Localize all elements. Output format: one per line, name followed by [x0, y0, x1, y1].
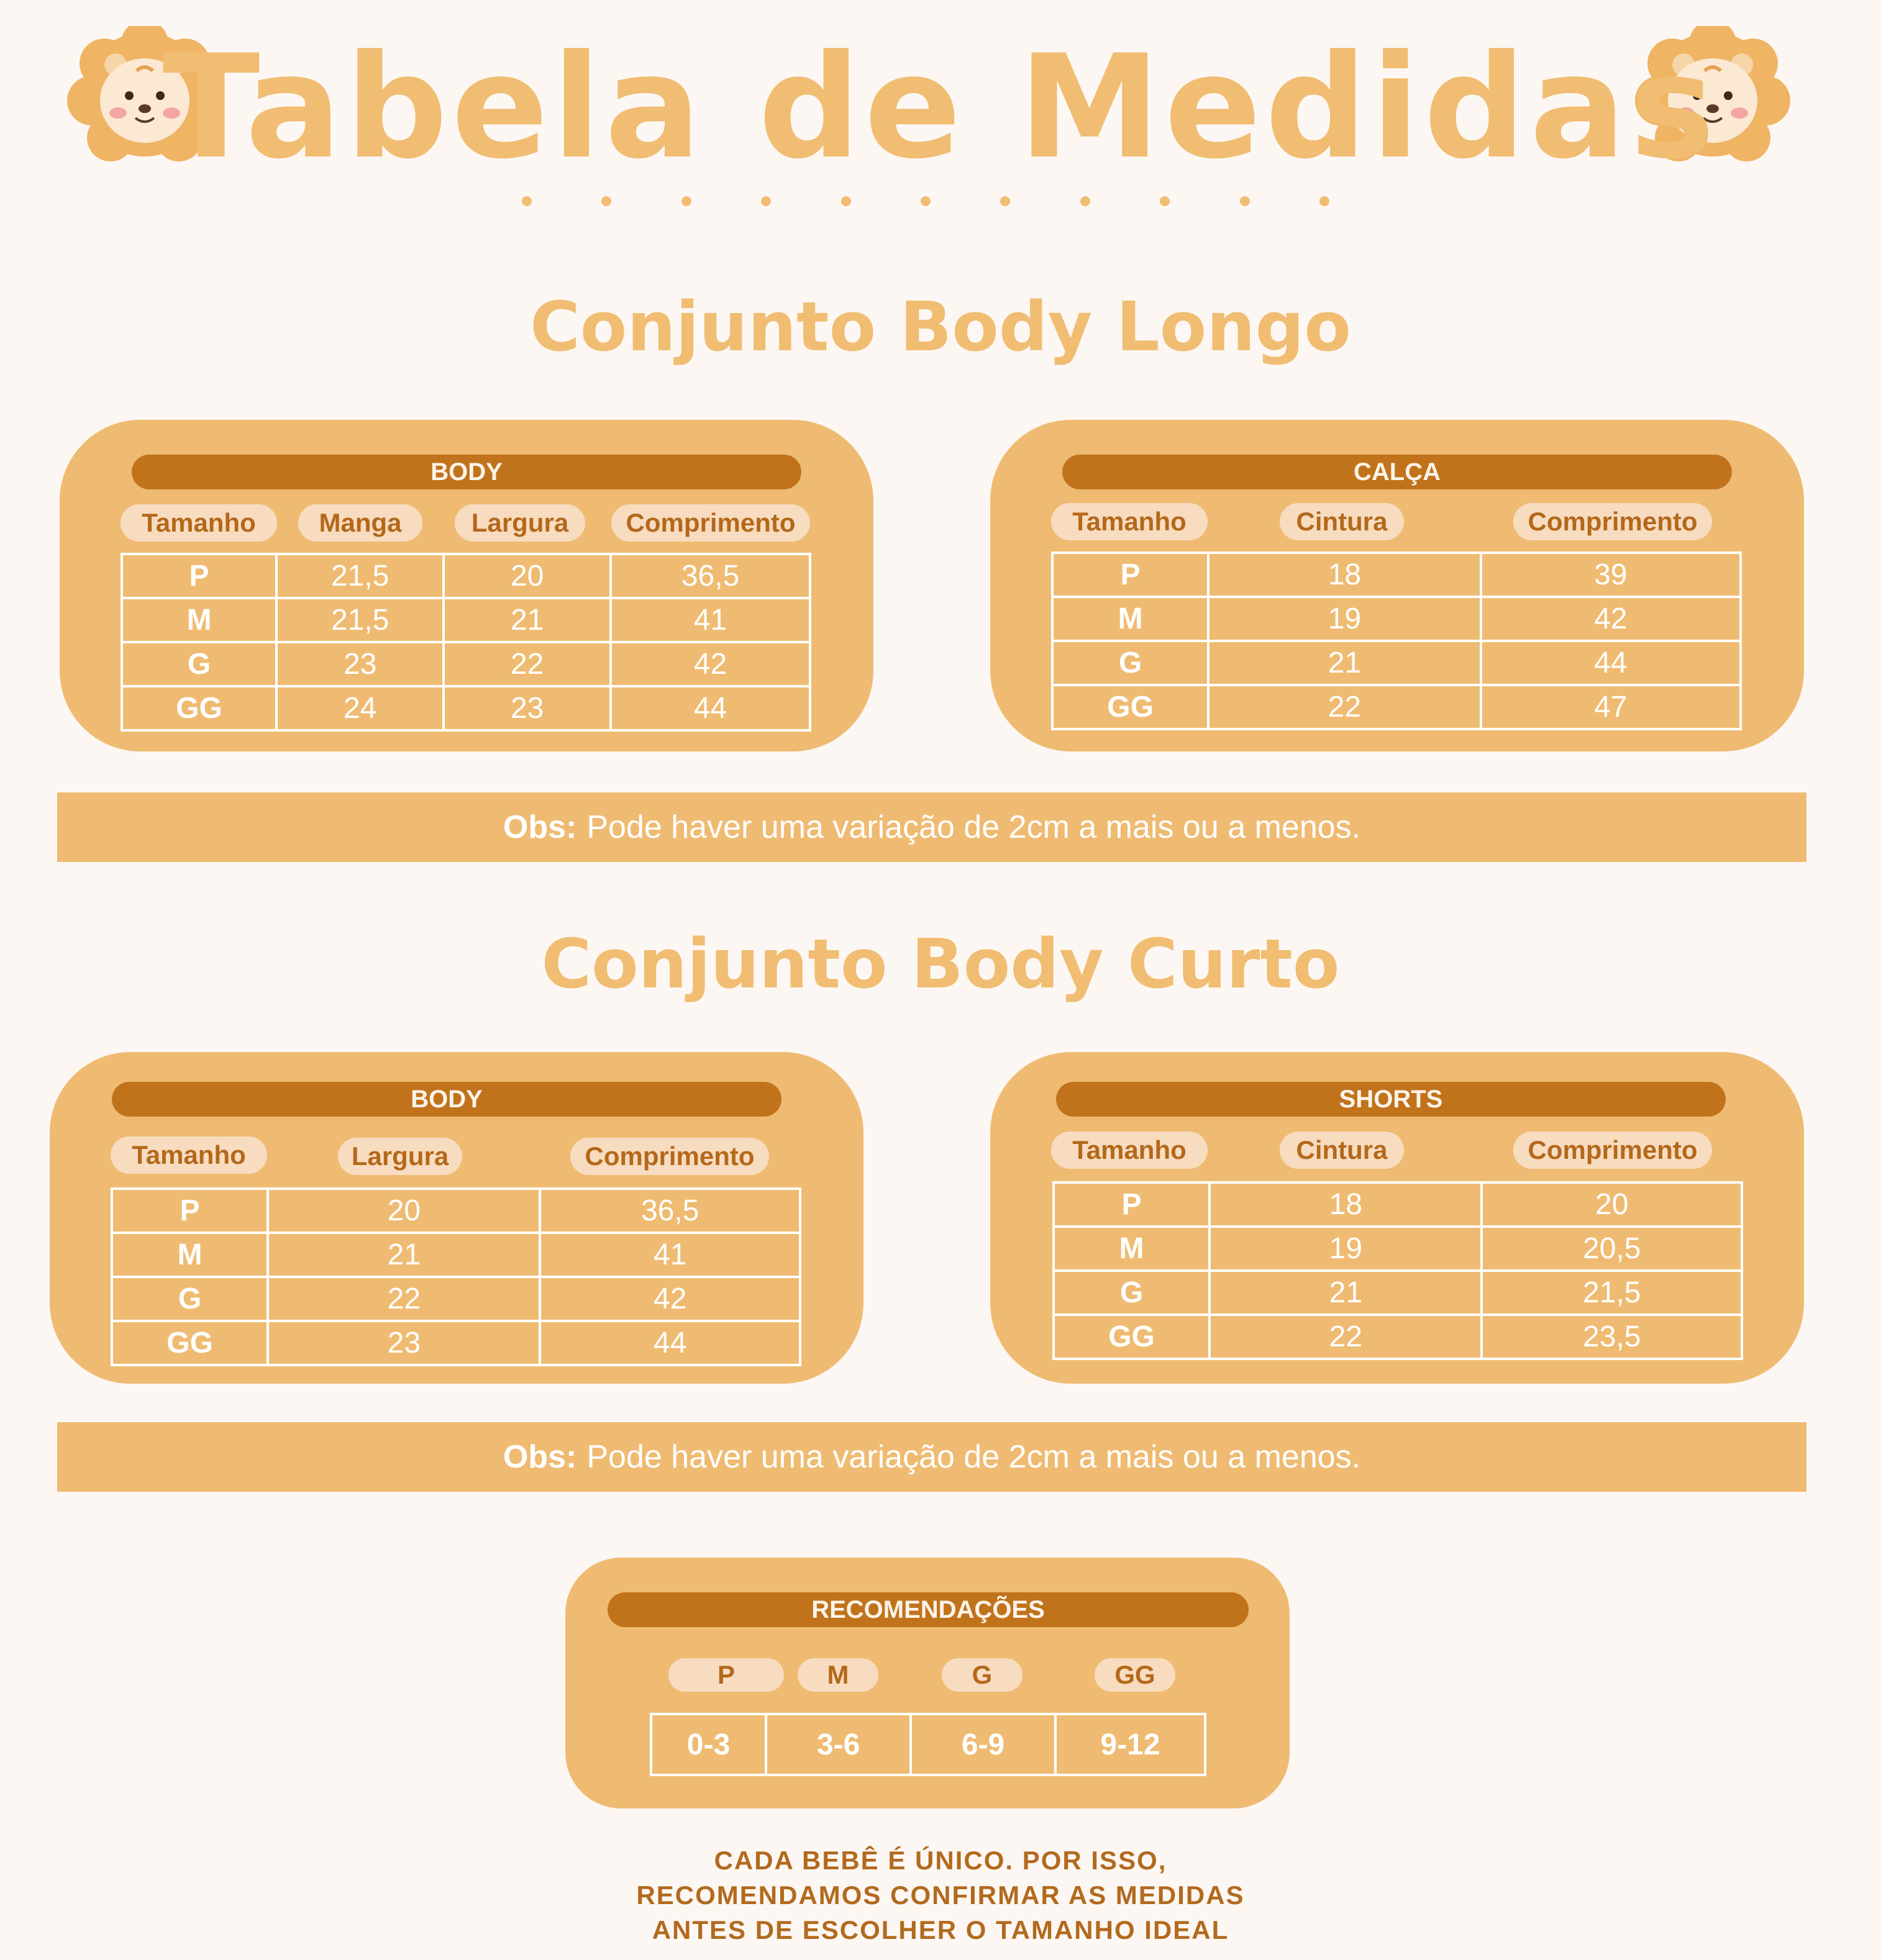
size-cell: G — [112, 1277, 268, 1321]
table-row — [1054, 1271, 1742, 1315]
size-pill: GG — [1095, 1658, 1175, 1692]
size-cell: M — [122, 598, 276, 642]
table-row — [1054, 1315, 1742, 1359]
value-cell: 42 — [540, 1277, 800, 1321]
value-cell: 44 — [611, 686, 810, 730]
value-cell: 18 — [1208, 553, 1480, 597]
column-header: Comprimento — [1513, 1132, 1712, 1169]
table-row — [1054, 1227, 1742, 1271]
value-cell: 42 — [1481, 597, 1741, 641]
footer-note — [0, 1843, 1881, 1948]
table-row — [122, 598, 810, 642]
card-header: BODY — [132, 455, 801, 489]
size-cell: P — [122, 554, 276, 598]
value-cell: 41 — [540, 1233, 800, 1277]
value-cell: 22 — [1208, 685, 1480, 729]
size-pill: G — [942, 1658, 1022, 1692]
value-cell: 20,5 — [1482, 1227, 1742, 1271]
size-cell: P — [1052, 553, 1208, 597]
value-cell: 23 — [444, 686, 611, 730]
value-cell: 39 — [1481, 553, 1741, 597]
value-cell: 47 — [1481, 685, 1741, 729]
value-cell: 23,5 — [1482, 1315, 1742, 1359]
value-cell: 21 — [444, 598, 611, 642]
body-longo-card — [60, 420, 873, 751]
obs-text: Pode haver uma variação de 2cm a mais ou a menos. — [586, 1439, 1361, 1475]
value-cell: 42 — [611, 642, 810, 686]
value-cell: 21 — [268, 1233, 540, 1277]
size-cell: M — [112, 1233, 268, 1277]
card-header: CALÇA — [1062, 455, 1732, 489]
value-cell: 20 — [444, 554, 611, 598]
value-cell: 23 — [268, 1321, 540, 1365]
age-range-cell: 6-9 — [911, 1714, 1055, 1775]
value-cell: 20 — [268, 1189, 540, 1233]
table-row — [1052, 641, 1741, 685]
column-header: Tamanho — [111, 1137, 267, 1174]
column-header: Largura — [338, 1138, 462, 1175]
size-cell: GG — [1052, 685, 1208, 729]
page-title: Tabela de Medidas — [162, 25, 1719, 191]
value-cell: 23 — [276, 642, 444, 686]
table-row — [112, 1233, 800, 1277]
column-header: Largura — [455, 504, 585, 542]
footer-line: CADA BEBÊ É ÚNICO. POR ISSO, — [714, 1846, 1167, 1875]
age-range-cell: 9-12 — [1055, 1714, 1205, 1775]
size-cell: GG — [1054, 1315, 1209, 1359]
age-range-cell: 0-3 — [651, 1714, 766, 1775]
value-cell: 20 — [1482, 1182, 1742, 1227]
size-table — [1052, 1181, 1743, 1360]
value-cell: 36,5 — [540, 1189, 800, 1233]
size-cell: G — [122, 642, 276, 686]
value-cell: 22 — [1209, 1315, 1482, 1359]
value-cell: 41 — [611, 598, 810, 642]
column-header: Cintura — [1280, 503, 1404, 540]
value-cell: 22 — [268, 1277, 540, 1321]
value-cell: 22 — [444, 642, 611, 686]
value-cell: 21 — [1209, 1271, 1482, 1315]
value-cell: 19 — [1209, 1227, 1482, 1271]
calca-card — [990, 420, 1804, 751]
value-cell: 19 — [1208, 597, 1480, 641]
obs-label: Obs: — [503, 809, 577, 845]
size-cell: GG — [112, 1321, 268, 1365]
card-header: BODY — [112, 1082, 781, 1117]
column-header: Tamanho — [1051, 503, 1208, 540]
recommendations-card — [565, 1558, 1290, 1808]
table-row — [1052, 553, 1741, 597]
body-curto-card — [50, 1052, 863, 1384]
value-cell: 24 — [276, 686, 444, 730]
table-row — [1052, 685, 1741, 729]
value-cell: 21 — [1208, 641, 1480, 685]
value-cell: 21,5 — [276, 598, 444, 642]
size-table — [121, 553, 811, 732]
size-table — [1051, 551, 1742, 730]
shorts-card — [990, 1052, 1804, 1384]
column-header: Cintura — [1280, 1132, 1404, 1169]
size-cell: P — [112, 1189, 268, 1233]
size-cell: G — [1052, 641, 1208, 685]
value-cell: 36,5 — [611, 554, 810, 598]
table-row — [651, 1714, 1205, 1775]
size-cell: GG — [122, 686, 276, 730]
value-cell: 21,5 — [1482, 1271, 1742, 1315]
size-cell: G — [1054, 1271, 1209, 1315]
section-title: Conjunto Body Longo — [530, 287, 1351, 366]
column-header: Tamanho — [121, 504, 277, 542]
dot-divider — [522, 196, 1329, 206]
section-title: Conjunto Body Curto — [541, 924, 1340, 1004]
age-range-table — [650, 1713, 1206, 1776]
card-header: RECOMENDAÇÕES — [608, 1592, 1249, 1627]
column-header: Comprimento — [611, 504, 810, 542]
age-range-cell: 3-6 — [766, 1714, 911, 1775]
obs-banner — [57, 1422, 1806, 1492]
obs-banner — [57, 792, 1806, 862]
size-table — [111, 1187, 801, 1366]
table-row — [1052, 597, 1741, 641]
table-row — [122, 686, 810, 730]
table-row — [122, 642, 810, 686]
size-pill: M — [798, 1658, 878, 1692]
table-row — [1054, 1182, 1742, 1227]
column-header: Tamanho — [1051, 1132, 1208, 1169]
value-cell: 21,5 — [276, 554, 444, 598]
value-cell: 44 — [1481, 641, 1741, 685]
obs-text: Pode haver uma variação de 2cm a mais ou a menos. — [586, 809, 1361, 845]
column-header: Comprimento — [1513, 503, 1712, 540]
value-cell: 44 — [540, 1321, 800, 1365]
card-header: SHORTS — [1056, 1082, 1726, 1117]
table-row — [122, 554, 810, 598]
size-cell: M — [1054, 1227, 1209, 1271]
size-cell: P — [1054, 1182, 1209, 1227]
size-cell: M — [1052, 597, 1208, 641]
footer-line: ANTES DE ESCOLHER O TAMANHO IDEAL — [652, 1915, 1229, 1944]
column-header: Comprimento — [570, 1138, 769, 1175]
size-pill: P — [668, 1658, 784, 1692]
table-row — [112, 1321, 800, 1365]
value-cell: 18 — [1209, 1182, 1482, 1227]
obs-label: Obs: — [503, 1439, 577, 1475]
table-row — [112, 1189, 800, 1233]
column-header: Manga — [298, 504, 422, 542]
table-row — [112, 1277, 800, 1321]
footer-line: RECOMENDAMOS CONFIRMAR AS MEDIDAS — [636, 1881, 1245, 1910]
